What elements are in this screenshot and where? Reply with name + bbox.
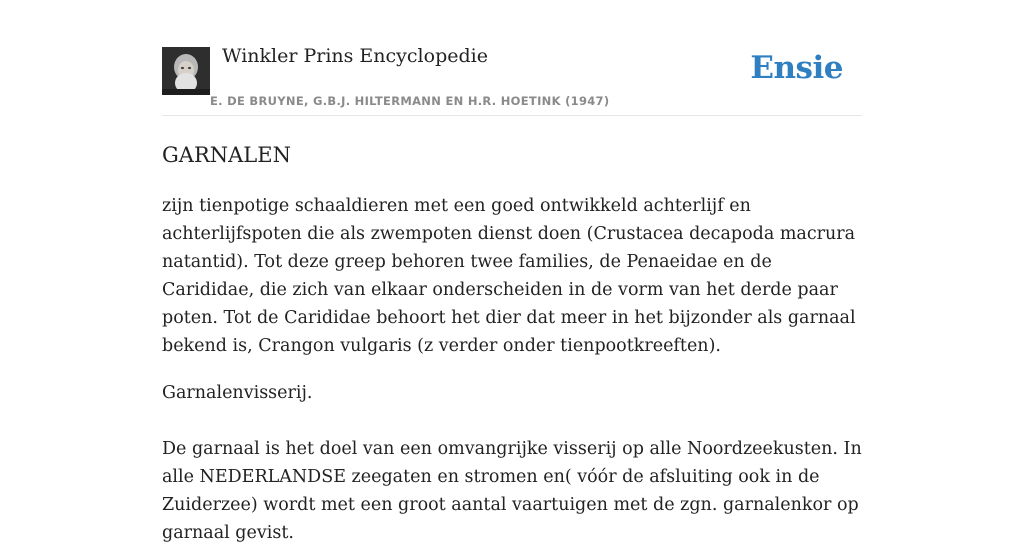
portrait-icon xyxy=(162,47,210,95)
source-header xyxy=(162,0,862,116)
article-paragraph: zijn tienpotige schaaldieren met een goed ontwikkeld achterlijf en achterlijfspoten die als zwempoten dienst doen (Crustacea decapoda macrura natantid). Tot deze greep behoren twee families, de Penaeidae en de Carididae, die zich van elkaar onderscheiden in de vorm van het derde paar poten. Tot de Carididae behoort het dier dat meer in het bijzonder als garnaal bekend is, Crangon vulgaris (z verder onder tienpootkreeften). xyxy=(162,196,856,356)
section-heading-garnalenvisserij: Garnalenvisserij. xyxy=(162,383,313,403)
article-paragraph: De garnaal is het doel van een omvangrijke visserij op alle Noordzeekusten. In alle NEDERLANDSE zeegaten en stromen en( vóór de afsluiting ook in de Zuiderzee) wordt met een groot aantal vaartuigen met de zgn. garnalenkor op garnaal gevist. xyxy=(162,439,862,543)
source-authors: E. DE BRUYNE, G.B.J. HILTERMANN EN H.R. HOETINK (1947) xyxy=(210,94,610,108)
source-title[interactable]: Winkler Prins Encyclopedie xyxy=(222,45,488,67)
article-title: GARNALEN xyxy=(162,143,291,167)
article-container xyxy=(162,0,862,547)
author-avatar xyxy=(162,47,210,95)
ensie-logo[interactable]: Ensie xyxy=(750,50,843,86)
